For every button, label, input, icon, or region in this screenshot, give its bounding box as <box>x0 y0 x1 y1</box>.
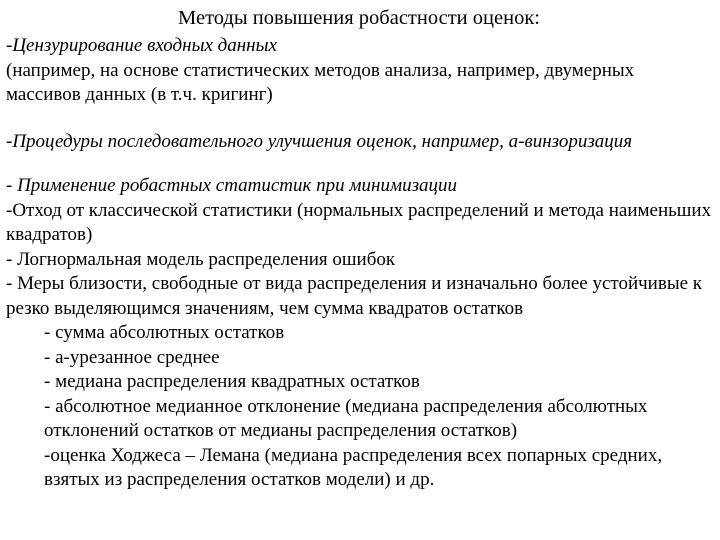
sub-item-median-sq: - медиана распределения квадратных остатков <box>44 371 420 392</box>
list-item-classic: -Отход от классической статистики (нормальных распределений и метода наименьших квадратов) <box>6 199 712 245</box>
spacer <box>6 154 712 174</box>
censoring-text: (например, на основе статистических методов анализа, например, двумерных массивов данных (в т.ч. кригинг) <box>6 59 635 105</box>
sub-item-abs-residuals: - сумма абсолютных остатков <box>44 322 285 343</box>
list-item-measures: - Меры близости, свободные от вида распределения и изначально более устойчивые к резко выделяющимся значениям, чем сумма квадратов остатков <box>6 273 703 319</box>
list-item-lognormal: - Логнормальная модель распределения ошибок <box>6 248 396 270</box>
slide-title: Методы повышения робастности оценок: <box>178 7 540 29</box>
spacer <box>6 108 712 130</box>
sequential-heading: -Процедуры последовательного улучшения оценок, например, а-винзоризация <box>6 130 633 152</box>
sub-item-hodges-lehmann: -оценка Ходжеса – Лемана (медиана распределения всех попарных средних, взятых из распределения остатков модели) и др. <box>44 444 663 490</box>
robust-stats-heading: - Применение робастных статистик при минимизации <box>6 175 457 196</box>
sub-item-trimmed-mean: - а-урезанное среднее <box>44 346 220 368</box>
sub-item-mad: - абсолютное медианное отклонение (медиана распределения абсолютных отклонений остатков от медианы распределения остатков) <box>44 395 648 441</box>
censoring-heading: -Цензурирование входных данных <box>6 35 277 56</box>
